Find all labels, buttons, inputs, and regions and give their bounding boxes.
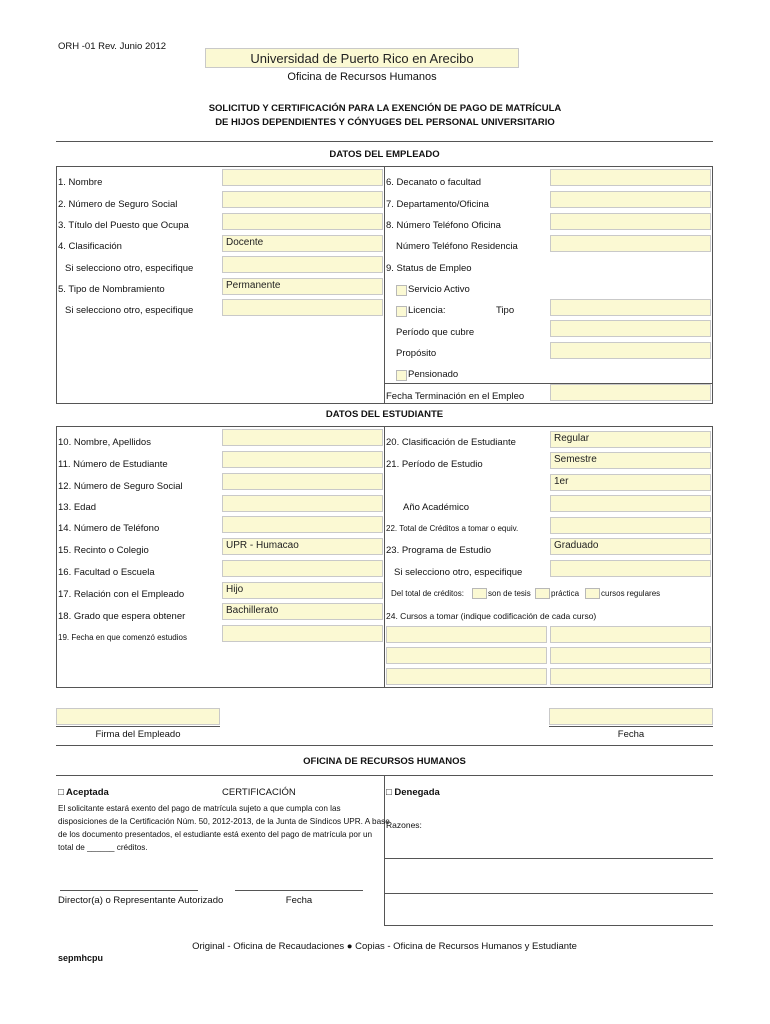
signature-line bbox=[60, 890, 198, 891]
nombramiento-select[interactable]: Permanente bbox=[222, 278, 383, 295]
label-nombre: 1. Nombre bbox=[58, 177, 103, 188]
curso-field[interactable] bbox=[550, 626, 711, 643]
estudiante-ssn-field[interactable] bbox=[222, 473, 383, 490]
label-fecha-firma: Fecha bbox=[617, 729, 645, 740]
divider bbox=[384, 925, 713, 926]
clasificacion-otro-field[interactable] bbox=[222, 256, 383, 273]
pensionado-checkbox[interactable] bbox=[396, 370, 407, 381]
signature-line bbox=[56, 726, 220, 727]
licencia-checkbox[interactable] bbox=[396, 306, 407, 317]
label-programa: 23. Programa de Estudio bbox=[386, 545, 492, 556]
label-estudiante-ssn: 12. Número de Seguro Social bbox=[58, 481, 183, 492]
programa-select[interactable]: Graduado bbox=[550, 538, 711, 555]
clasificacion-select[interactable]: Docente bbox=[222, 235, 383, 252]
label-tesis: son de tesis bbox=[488, 589, 531, 598]
tipo-licencia-field[interactable] bbox=[550, 299, 711, 316]
nombramiento-otro-field[interactable] bbox=[222, 299, 383, 316]
proposito-field[interactable] bbox=[550, 342, 711, 359]
fecha-firma-field[interactable] bbox=[549, 708, 713, 725]
label-clasificacion: 4. Clasificación bbox=[58, 241, 122, 252]
footer-distribution: Original - Oficina de Recaudaciones ● Copias - Oficina de Recursos Humanos y Estudiante bbox=[192, 941, 577, 952]
label-total-creditos: 22. Total de Créditos a tomar o equiv. bbox=[386, 524, 519, 533]
fecha-terminacion-field[interactable] bbox=[550, 384, 711, 401]
label-decanato: 6. Decanato o facultad bbox=[386, 177, 482, 188]
label-ssn: 2. Número de Seguro Social bbox=[58, 199, 178, 210]
edad-field[interactable] bbox=[222, 495, 383, 512]
footer-code: sepmhcpu bbox=[58, 953, 104, 963]
label-programa-otro: Si selecciono otro, especifique bbox=[394, 567, 523, 578]
recinto-select[interactable]: UPR - Humacao bbox=[222, 538, 383, 555]
label-periodo: Período que cubre bbox=[396, 327, 475, 338]
total-creditos-field[interactable] bbox=[550, 517, 711, 534]
label-servicio-activo: Servicio Activo bbox=[408, 284, 470, 295]
label-pensionado: Pensionado bbox=[408, 369, 459, 380]
student-section-title: DATOS DEL ESTUDIANTE bbox=[325, 409, 444, 420]
numero-estudiante-field[interactable] bbox=[222, 451, 383, 468]
label-fecha-terminacion: Fecha Terminación en el Empleo bbox=[386, 391, 525, 402]
label-director: Director(a) o Representante Autorizado bbox=[58, 895, 224, 906]
label-grado: 18. Grado que espera obtener bbox=[58, 611, 186, 622]
label-proposito: Propósito bbox=[396, 348, 437, 359]
estudiante-nombre-field[interactable] bbox=[222, 429, 383, 446]
label-edad: 13. Edad bbox=[58, 502, 97, 513]
label-cursos: 24. Cursos a tomar (indique codificación de cada curso) bbox=[386, 611, 597, 621]
label-practica: práctica bbox=[551, 589, 580, 598]
divider bbox=[384, 893, 713, 894]
label-recinto: 15. Recinto o Colegio bbox=[58, 545, 149, 556]
label-relacion: 17. Relación con el Empleado bbox=[58, 589, 185, 600]
label-licencia: Licencia: bbox=[408, 305, 446, 316]
relacion-select[interactable]: Hijo bbox=[222, 582, 383, 599]
label-periodo-estudio: 21. Período de Estudio bbox=[386, 459, 483, 470]
label-razones: Razones: bbox=[386, 820, 422, 830]
cert-text-line4: total de ______ créditos. bbox=[58, 843, 148, 852]
decanato-field[interactable] bbox=[550, 169, 711, 186]
curso-field[interactable] bbox=[386, 668, 547, 685]
creditos-regulares-field[interactable] bbox=[585, 588, 600, 599]
label-firma-empleado: Firma del Empleado bbox=[95, 729, 181, 740]
hr-section-title: OFICINA DE RECURSOS HUMANOS bbox=[303, 756, 466, 767]
label-regulares: cursos regulares bbox=[601, 589, 661, 598]
curso-field[interactable] bbox=[550, 668, 711, 685]
divider bbox=[56, 141, 713, 142]
telefono-oficina-field[interactable] bbox=[550, 213, 711, 230]
label-fecha-comenzo: 19. Fecha en que comenzó estudios bbox=[58, 633, 187, 642]
divider bbox=[56, 745, 713, 746]
label-facultad: 16. Facultad o Escuela bbox=[58, 567, 155, 578]
signature-line bbox=[549, 726, 713, 727]
nombre-field[interactable] bbox=[222, 169, 383, 186]
label-telefono-residencia: Número Teléfono Residencia bbox=[396, 241, 518, 252]
label-estudiante-nombre: 10. Nombre, Apellidos bbox=[58, 437, 151, 448]
titulo-puesto-field[interactable] bbox=[222, 213, 383, 230]
aceptada-checkbox[interactable]: □ Aceptada bbox=[58, 787, 109, 798]
facultad-field[interactable] bbox=[222, 560, 383, 577]
label-fecha-director: Fecha bbox=[285, 895, 313, 906]
label-departamento: 7. Departamento/Oficina bbox=[386, 199, 489, 210]
label-telefono: 14. Número de Teléfono bbox=[58, 523, 160, 534]
form-code: ORH -01 Rev. Junio 2012 bbox=[58, 41, 167, 52]
label-clasificacion-otro: Si selecciono otro, especifique bbox=[65, 263, 194, 274]
denegada-checkbox[interactable]: □ Denegada bbox=[386, 787, 440, 798]
periodo-estudio-select[interactable]: Semestre bbox=[550, 452, 711, 469]
departamento-field[interactable] bbox=[550, 191, 711, 208]
label-tipo-nombramiento: 5. Tipo de Nombramiento bbox=[58, 284, 165, 295]
label-titulo-puesto: 3. Título del Puesto que Ocupa bbox=[58, 220, 189, 231]
clasificacion-estudiante-select[interactable]: Regular bbox=[550, 431, 711, 448]
label-tipo: Tipo bbox=[496, 305, 515, 316]
creditos-practica-field[interactable] bbox=[535, 588, 550, 599]
fecha-comenzo-field[interactable] bbox=[222, 625, 383, 642]
cert-text-line3: de los documento presentados, el estudiante está exento del pago de matrícula por un bbox=[58, 830, 373, 839]
curso-field[interactable] bbox=[386, 626, 547, 643]
form-title-line2: DE HIJOS DEPENDIENTES Y CÓNYUGES DEL PERSONAL UNIVERSITARIO bbox=[215, 117, 555, 128]
label-certificacion: CERTIFICACIÓN bbox=[222, 787, 296, 798]
label-del-total: Del total de créditos: bbox=[391, 589, 464, 598]
ssn-field[interactable] bbox=[222, 191, 383, 208]
programa-otro-field[interactable] bbox=[550, 560, 711, 577]
column-divider bbox=[384, 426, 385, 688]
curso-field[interactable] bbox=[386, 647, 547, 664]
curso-field[interactable] bbox=[550, 647, 711, 664]
signature-line bbox=[235, 890, 363, 891]
servicio-activo-checkbox[interactable] bbox=[396, 285, 407, 296]
firma-empleado-field[interactable] bbox=[56, 708, 220, 725]
cert-text-line1: El solicitante estará exento del pago de matrícula sujeto a que cumpla con las bbox=[58, 804, 341, 813]
label-anio-academico: Año Académico bbox=[403, 502, 470, 513]
periodo-ordinal-select[interactable]: 1er bbox=[550, 474, 711, 491]
label-nombramiento-otro: Si selecciono otro, especifique bbox=[65, 305, 194, 316]
university-name: Universidad de Puerto Rico en Arecibo bbox=[205, 48, 519, 68]
form-title-line1: SOLICITUD Y CERTIFICACIÓN PARA LA EXENCIÓN DE PAGO DE MATRÍCULA bbox=[208, 103, 562, 114]
column-divider bbox=[384, 775, 385, 925]
label-status-empleo: 9. Status de Empleo bbox=[386, 263, 472, 274]
grado-select[interactable]: Bachillerato bbox=[222, 603, 383, 620]
label-telefono-oficina: 8. Número Teléfono Oficina bbox=[386, 220, 501, 231]
employee-section-title: DATOS DEL EMPLEADO bbox=[329, 149, 440, 160]
office-name: Oficina de Recursos Humanos bbox=[287, 71, 437, 83]
telefono-residencia-field[interactable] bbox=[550, 235, 711, 252]
divider bbox=[384, 858, 713, 859]
column-divider bbox=[384, 166, 385, 404]
telefono-field[interactable] bbox=[222, 516, 383, 533]
anio-academico-field[interactable] bbox=[550, 495, 711, 512]
label-numero-estudiante: 11. Número de Estudiante bbox=[58, 459, 168, 470]
label-clasificacion-estudiante: 20. Clasificación de Estudiante bbox=[386, 437, 516, 448]
periodo-field[interactable] bbox=[550, 320, 711, 337]
cert-text-line2: disposiciones de la Certificación Núm. 50, 2012-2013, de la Junta de Síndicos UPR. A base bbox=[58, 817, 390, 826]
creditos-tesis-field[interactable] bbox=[472, 588, 487, 599]
